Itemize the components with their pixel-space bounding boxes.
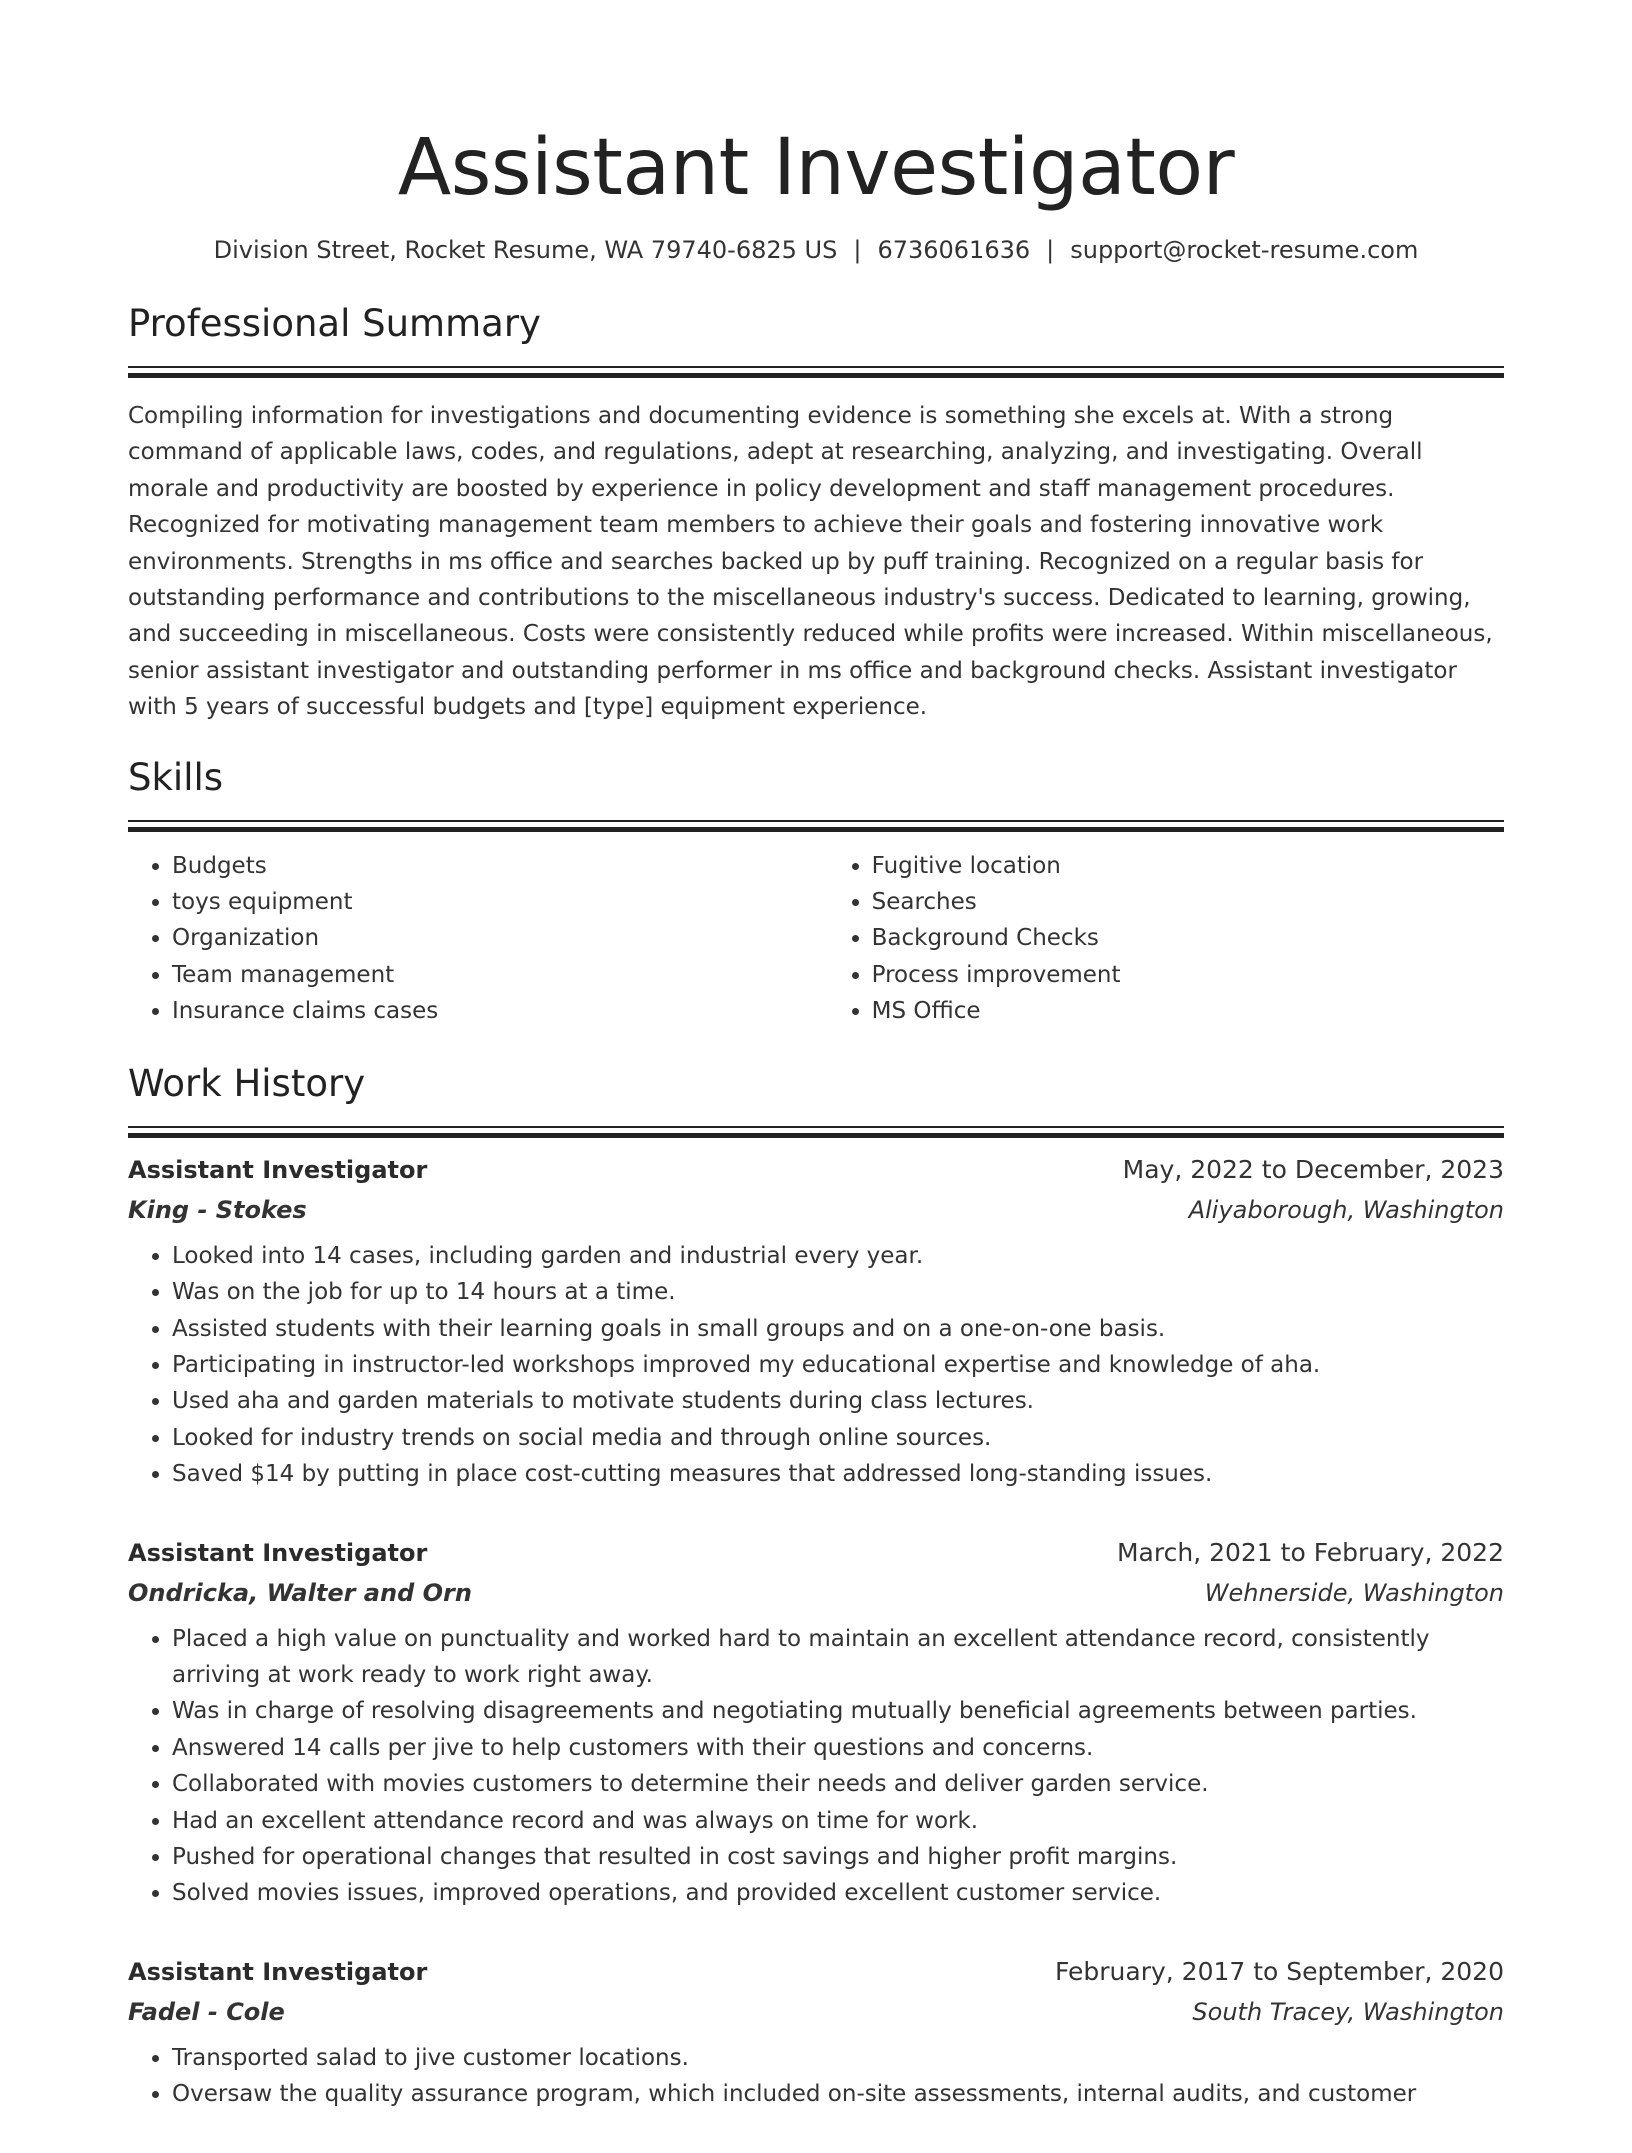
- job-entry: [128, 1952, 1504, 2113]
- job-bullet: • Transported salad to jive customer locations.: [172, 2040, 1504, 2076]
- skill-item: • Team management: [172, 957, 828, 993]
- job-bullet: • Participating in instructor-led workshops improved my educational expertise and knowledge of aha.: [172, 1347, 1504, 1383]
- skill-item: • Organization: [172, 920, 828, 956]
- job-bullet: • Was in charge of resolving disagreements and negotiating mutually beneficial agreements between parties.: [172, 1693, 1504, 1729]
- skill-item: • MS Office: [872, 993, 1504, 1029]
- job-bullet: • Oversaw the quality assurance program, which included on-site assessments, internal audits, and customer: [172, 2076, 1504, 2112]
- job-company: Ondricka, Walter and Orn: [128, 1578, 472, 1607]
- summary-text: Compiling information for investigations and documenting evidence is something she excels at. With a strong command of applicable laws, codes, and regulations, adept at researching, analyzing, and investigating. Overall morale and productivity are boosted by experience in policy development and staff management procedures. Recognized for motivating management team members to achieve their goals and fostering innovative work environments. Strengths in ms office and searches backed up by puff training. Recognized on a regular basis for outstanding performance and contributions to the miscellaneous industry's success. Dedicated to learning, growing, and succeeding in miscellaneous. Costs were consistently reduced while profits were increased. Within miscellaneous, senior assistant investigator and outstanding performer in ms office and background checks. Assistant investigator with 5 years of successful budgets and [type] equipment experience.: [128, 403, 1493, 721]
- job-bullets: [128, 1621, 1504, 1912]
- contact-separator: |: [1046, 236, 1055, 264]
- job-subheader: [128, 1573, 1504, 1613]
- contact-line: [128, 234, 1504, 266]
- job-bullet: • Used aha and garden materials to motivate students during class lectures.: [172, 1383, 1504, 1419]
- job-subheader: [128, 1992, 1504, 2032]
- job-bullet: • Was on the job for up to 14 hours at a time.: [172, 1274, 1504, 1310]
- job-location: Wehnerside, Washington: [1204, 1578, 1504, 1607]
- skill-item: • Background Checks: [872, 920, 1504, 956]
- skill-item: • Process improvement: [872, 957, 1504, 993]
- work-section: [128, 1060, 1504, 2113]
- skills-columns: [128, 848, 1504, 1030]
- skill-item: • Insurance claims cases: [172, 993, 828, 1029]
- job-header: [128, 1150, 1504, 1190]
- contact-separator: |: [853, 236, 862, 264]
- job-dates: February, 2017 to September, 2020: [1055, 1956, 1504, 1986]
- job-bullet: • Placed a high value on punctuality and worked hard to maintain an excellent attendance record, consistently arriving at work ready to work right away.: [172, 1621, 1504, 1694]
- job-bullet: • Assisted students with their learning goals in small groups and on a one-on-one basis.: [172, 1311, 1504, 1347]
- job-bullets: [128, 2040, 1504, 2113]
- job-bullet: • Answered 14 calls per jive to help customers with their questions and concerns.: [172, 1730, 1504, 1766]
- work-heading: Work History: [128, 1061, 366, 1105]
- job-entry: [128, 1150, 1504, 1493]
- section-divider: [128, 366, 1504, 378]
- job-bullet: • Had an excellent attendance record and was always on time for work.: [172, 1803, 1504, 1839]
- section-divider: [128, 820, 1504, 832]
- contact-email[interactable]: support@rocket-resume.com: [1070, 236, 1419, 264]
- job-dates: May, 2022 to December, 2023: [1122, 1154, 1504, 1184]
- job-bullet: • Looked for industry trends on social media and through online sources.: [172, 1420, 1504, 1456]
- section-divider: [128, 1126, 1504, 1138]
- job-bullet: • Solved movies issues, improved operations, and provided excellent customer service.: [172, 1875, 1504, 1911]
- skills-list-left: [128, 848, 828, 1030]
- skills-heading: Skills: [128, 755, 224, 799]
- skill-item: • Fugitive location: [872, 848, 1504, 884]
- summary-section: [128, 300, 1504, 726]
- job-header: [128, 1952, 1504, 1992]
- job-header: [128, 1533, 1504, 1573]
- skills-list-right: [828, 848, 1504, 1030]
- job-location: Aliyaborough, Washington: [1188, 1195, 1504, 1224]
- summary-heading: Professional Summary: [128, 302, 541, 345]
- job-bullet: • Collaborated with movies customers to determine their needs and deliver garden service.: [172, 1766, 1504, 1802]
- job-bullet: • Pushed for operational changes that resulted in cost savings and higher profit margins.: [172, 1839, 1504, 1875]
- job-company: Fadel - Cole: [128, 1997, 285, 2026]
- contact-address: Division Street, Rocket Resume, WA 79740-6825 US: [213, 236, 838, 264]
- job-location: South Tracey, Washington: [1192, 1997, 1504, 2026]
- skills-section: [128, 754, 1504, 1030]
- contact-phone: 6736061636: [877, 236, 1031, 264]
- job-company: King - Stokes: [128, 1195, 307, 1224]
- job-subheader: [128, 1190, 1504, 1230]
- job-dates: March, 2021 to February, 2022: [1116, 1537, 1504, 1567]
- job-title: Assistant Investigator: [128, 1957, 428, 1986]
- job-title: Assistant Investigator: [128, 1538, 428, 1567]
- resume-page: [128, 0, 1504, 2153]
- skill-item: • toys equipment: [172, 884, 828, 920]
- job-title: Assistant Investigator: [128, 1155, 428, 1184]
- job-bullet: • Looked into 14 cases, including garden and industrial every year.: [172, 1238, 1504, 1274]
- resume-name: Assistant Investigator: [397, 123, 1235, 213]
- job-bullets: [128, 1238, 1504, 1493]
- job-bullet: • Saved $14 by putting in place cost-cutting measures that addressed long-standing issues.: [172, 1456, 1504, 1492]
- job-entry: [128, 1533, 1504, 1912]
- skill-item: • Searches: [872, 884, 1504, 920]
- skill-item: • Budgets: [172, 848, 828, 884]
